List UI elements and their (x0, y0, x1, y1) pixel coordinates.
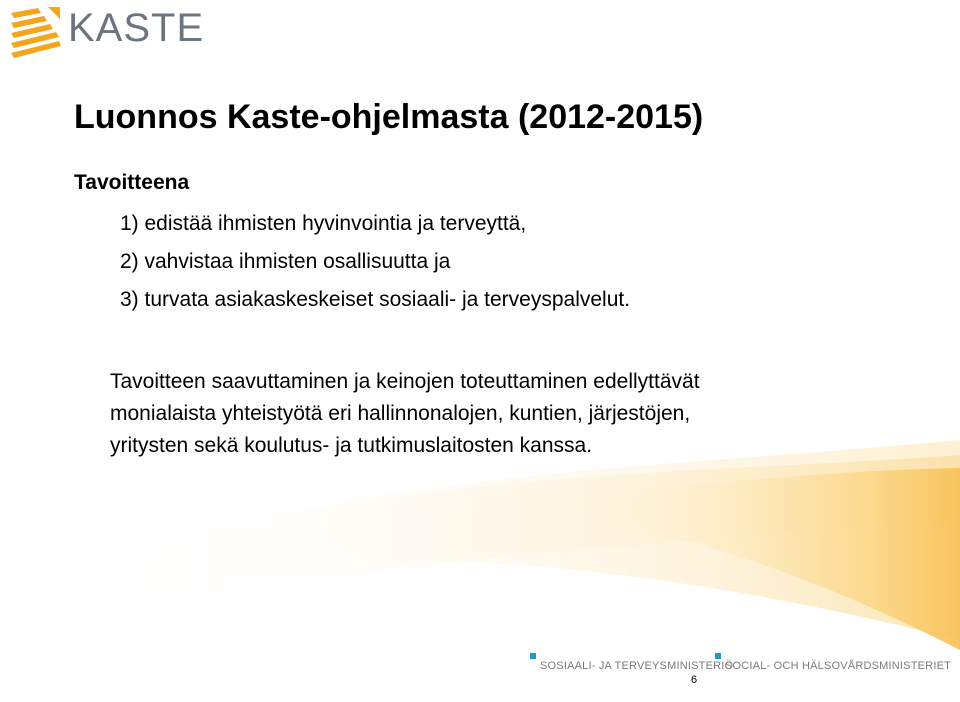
goals-list (120, 205, 630, 319)
ministry-sv-name: SOCIAL- OCH HÄLSOVÅRDSMINISTERIET (725, 660, 952, 672)
paragraph-line-2: monialaista yhteistyötä eri hallinnonalojen, kuntien, järjestöjen, (110, 402, 691, 425)
cooperation-paragraph (110, 366, 910, 462)
paragraph-line-3: yritysten sekä koulutus- ja tutkimuslaitosten kanssa. (110, 434, 593, 457)
kaste-logo-text: KASTE (68, 6, 205, 50)
kaste-logo-mark-icon (8, 5, 62, 59)
goal-item-3: 3) turvata asiakaskeskeiset sosiaali- ja terveyspalvelut. (120, 288, 631, 311)
goal-item-2: 2) vahvistaa ihmisten osallisuutta ja (120, 250, 451, 273)
ministry-fi-mark-icon (530, 653, 536, 659)
page-number: 6 (691, 674, 698, 686)
ministry-sv-mark-icon (715, 653, 721, 659)
paragraph-line-1: Tavoitteen saavuttaminen ja keinojen toteuttaminen edellyttävät (110, 370, 700, 393)
kaste-logo (8, 4, 204, 60)
ministry-fi-name: SOSIAALI- JA TERVEYSMINISTERIÖ (540, 660, 734, 672)
goals-heading: Tavoitteena (74, 171, 190, 194)
slide-title: Luonnos Kaste-ohjelmasta (2012-2015) (74, 98, 704, 136)
goal-item-1: 1) edistää ihmisten hyvinvointia ja terveyttä, (120, 212, 527, 235)
